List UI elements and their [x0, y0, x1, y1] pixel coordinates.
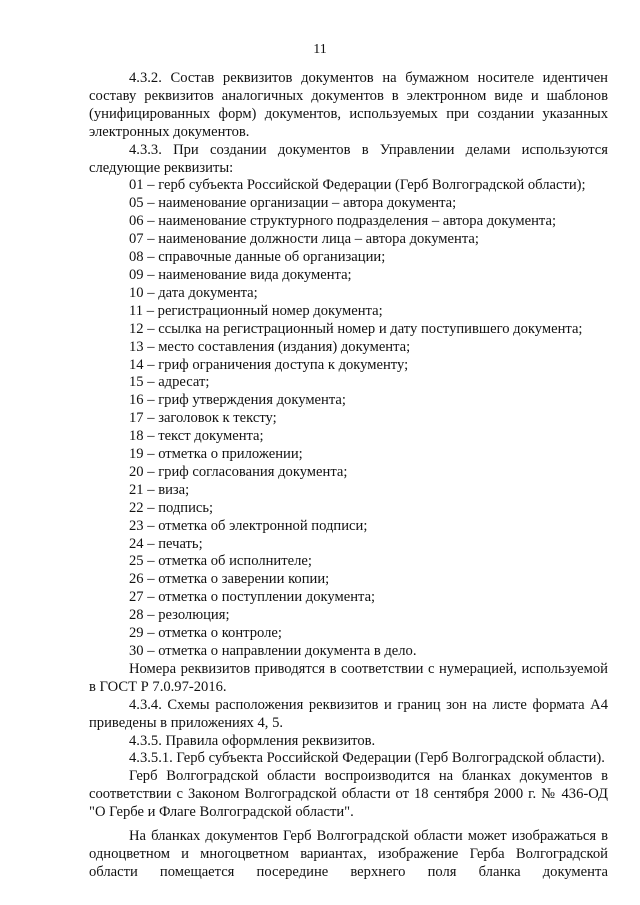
list-item: 22 – подпись; [129, 499, 214, 516]
list-item: 14 – гриф ограничения доступа к документу; [129, 356, 409, 373]
list-item: 21 – виза; [129, 481, 190, 498]
list-item: 09 – наименование вида документа; [129, 266, 352, 283]
paragraph-4-3-2: 4.3.2. Состав реквизитов документов на бумажном носителе идентичен составу реквизитов аналогичных документов в электронном виде и шаблонов (унифицированных форм) документов, используемых при создании указанных электронных документов. [89, 70, 608, 140]
list-item: 25 – отметка об исполнителе; [129, 553, 312, 570]
list-item: 07 – наименование должности лица – автора документа; [129, 231, 479, 248]
document-body [89, 70, 608, 882]
list-item: 30 – отметка о направлении документа в дело. [129, 643, 417, 659]
paragraph-numbering-note: Номера реквизитов приводятся в соответствии с нумерацией, используемой в ГОСТ Р 7.0.97-2016. [89, 660, 608, 695]
list-item: 11 – регистрационный номер документа; [129, 302, 383, 319]
list-item: 18 – текст документа; [129, 428, 264, 445]
paragraph-4-3-5: 4.3.5. Правила оформления реквизитов. [129, 732, 376, 749]
list-item: 27 – отметка о поступлении документа; [129, 589, 376, 606]
list-item: 06 – наименование структурного подразделения – автора документа; [129, 213, 557, 230]
list-item: 23 – отметка об электронной подписи; [129, 517, 368, 534]
list-item: 29 – отметка о контроле; [129, 625, 282, 642]
paragraph-4-3-5-1-title: 4.3.5.1. Герб субъекта Российской Федерации (Герб Волгоградской области). [129, 750, 605, 767]
list-item: 17 – заголовок к тексту; [129, 410, 277, 427]
list-item: 20 – гриф согласования документа; [129, 463, 348, 480]
list-item: 16 – гриф утверждения документа; [129, 392, 346, 409]
list-item: 28 – резолюция; [129, 607, 230, 624]
page-number: 11 [313, 42, 327, 57]
list-item: 19 – отметка о приложении; [129, 446, 303, 463]
list-item: 01 – герб субъекта Российской Федерации (Герб Волгоградской области); [129, 177, 586, 194]
list-item: 13 – место составления (издания) документа; [129, 338, 411, 355]
list-item: 10 – дата документа; [129, 284, 258, 301]
list-item: 24 – печать; [129, 535, 203, 552]
paragraph-4-3-4: 4.3.4. Схемы расположения реквизитов и границ зон на листе формата А4 приведены в приложениях 4, 5. [89, 696, 608, 731]
paragraph-4-3-3-intro: 4.3.3. При создании документов в Управлении делами используются следующие реквизиты: [89, 141, 608, 176]
list-item: 05 – наименование организации – автора документа; [129, 195, 457, 212]
list-item: 26 – отметка о заверении копии; [129, 571, 330, 588]
list-item: 12 – ссылка на регистрационный номер и дату поступившего документа; [129, 320, 583, 337]
list-item: 15 – адресат; [129, 374, 210, 391]
requisites-list [89, 177, 608, 660]
list-item: 08 – справочные данные об организации; [129, 249, 386, 266]
paragraph-coat-of-arms-law: Герб Волгоградской области воспроизводится на бланках документов в соответствии с Законом Волгоградской области от 18 сентября 2000 г. № 436-ОД "О Гербе и Флаге Волгоградской области". [89, 768, 608, 821]
paragraph-coat-of-arms-placement: На бланках документов Герб Волгоградской области может изображаться в одноцветном и многоцветном вариантах, изображение Герба Волгоградской области помещается посередине верхнего поля бланка документа [89, 828, 608, 880]
